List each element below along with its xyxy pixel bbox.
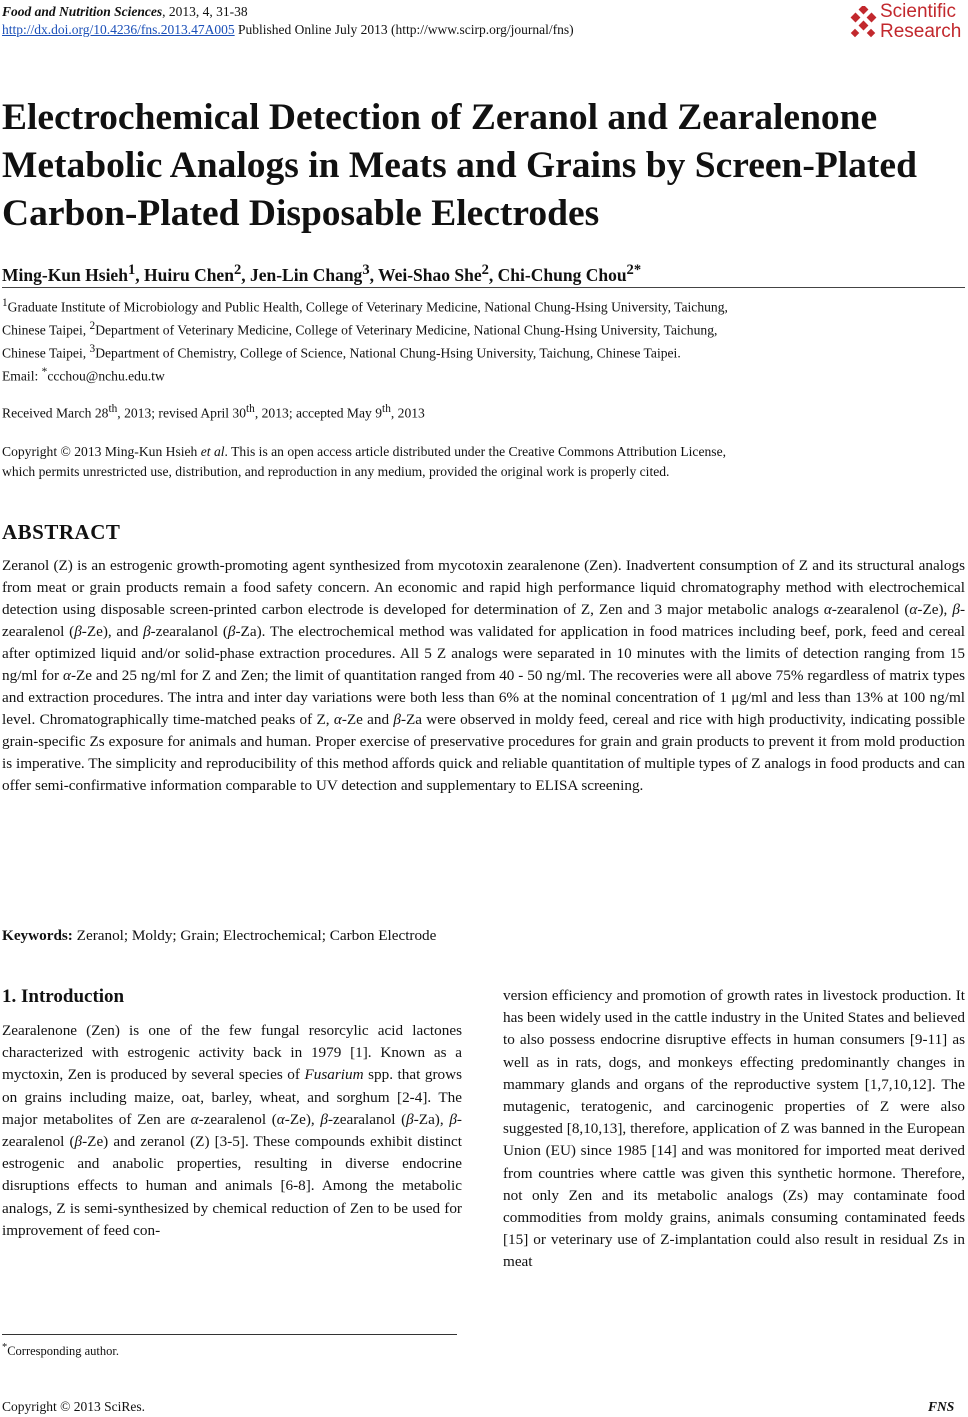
intro-text: -zearalanol ( — [327, 1110, 407, 1128]
license-line2: which permits unrestricted use, distribution, and reproduction in any medium, provided the original work is properly cited. — [2, 464, 670, 479]
affiliation-2-country: Chinese Taipei, — [2, 345, 90, 361]
greek-letter: α — [276, 1110, 285, 1128]
greek-letter: α — [190, 1110, 199, 1128]
title-line: Carbon-Plated Disposable Electrodes — [2, 193, 600, 234]
abstract-text: -Ze), and — [81, 623, 144, 640]
intro-text: -zearalenol ( — [198, 1110, 277, 1128]
greek-letter: β — [952, 601, 960, 618]
intro-text: -Ze), — [284, 1110, 321, 1128]
abstract-text: -Ze and — [341, 711, 394, 728]
author-divider — [2, 287, 965, 288]
affiliation-1-country: Chinese Taipei, — [2, 322, 90, 338]
intro-text: -Ze) and zeranol (Z) [3-5]. These compounds exhibit distinct estrogenic and anabolic properties, resulting in diverse endocrine disruptions effects to human and animals [6-8]. Among the metabolic analogs, Z is semi-synthesized by chemical reduction of Zen to be used for improvement of feed con- — [2, 1133, 462, 1239]
title-line: Metabolic Analogs in Meats and Grains by Screen-Plated — [2, 145, 917, 186]
license-statement — [2, 442, 965, 482]
author-affil-sup: 3 — [362, 262, 370, 278]
ordinal-sup: th — [246, 403, 255, 415]
ordinal-sup: th — [108, 403, 118, 415]
footnote-divider — [2, 1334, 457, 1335]
title-line: Electrochemical Detection of Zeranol and Zearalenone — [2, 97, 878, 138]
publisher-logo-icon — [848, 6, 878, 40]
doi-line — [2, 21, 574, 39]
abstract-text: -zearalenol ( — [831, 601, 910, 618]
genus-name: Fusarium — [304, 1066, 364, 1084]
journal-volume: , 2013, 4, 31-38 — [162, 4, 248, 19]
abstract-text: -Ze and 25 ng/ml for Z and Zen; the limit of quantitation ranged from 40 - 50 ng/ml. The recoveries were all above 75% regardless of matrix types and extraction procedures. The intra and inter day variations were both less than 6% at the nominal concentration of 1 μg/ml and less than 13% at 100 ng/ml level. Chromatographically time-matched peaks of Z, — [2, 667, 965, 728]
intro-column-right: version efficiency and promotion of growth rates in livestock production. It has been widely used in the cattle industry in the United States and believed to also possess endocrine disruptive effects in human consumers [9-11] as well as in rats, dogs, and monkeys effecting predominantly changes in mammary glands and organs of the reproductive system [1,7,10,12]. The mutagenic, teratogenic, and carcinogenic properties of Z were also suggested [8,10,13], therefore, application of Z was banned in the European Union (EU) since 1985 [14] and was monitored for imported meat derived from countries where cattle was given this synthetic hormone. Therefore, not only Zen and its metabolic analogs (Zs) may contaminate food commodities from moldy grains, animals consuming contaminated feeds [15] or veterinary use of Z-implantation could also result in residual Zs in meat — [503, 987, 965, 1271]
license-post: . This is an open access article distributed under the Creative Commons Attribution License, — [224, 444, 727, 459]
author-name: Chi-Chung Chou — [497, 264, 627, 285]
logo-text-line2: Research — [880, 21, 962, 42]
footnote — [2, 1340, 119, 1359]
affil-sup: 1 — [2, 297, 8, 309]
greek-letter: α — [909, 601, 918, 618]
footer-journal-abbr: FNS — [928, 1399, 955, 1414]
intro-text: Zearalenone (Zen) is one of the few fungal resorcylic acid lactones characterized with estrogenic activity back in 1979 [1]. Known as a myctoxin, Zen is produced by several species of — [2, 1022, 462, 1084]
author-affil-sup: 2 — [481, 262, 489, 278]
greek-letter: β — [393, 711, 401, 728]
logo-text — [880, 2, 961, 42]
author-name: Huiru Chen — [143, 264, 234, 285]
author-affil-sup: 2* — [626, 262, 642, 278]
intro-text: spp. that grows on grains including maize, oat, barley, wheat, and sorghum [2-4]. The major metabolites of Zen are — [2, 1066, 462, 1128]
greek-letter: α — [823, 601, 832, 618]
footnote-text: Corresponding author. — [7, 1344, 119, 1359]
keywords-label: Keywords: — [2, 927, 73, 944]
accepted-text: , 2013; accepted May 9 — [254, 405, 383, 421]
received-dates — [2, 400, 425, 423]
license-pre: Copyright © 2013 Ming-Kun Hsieh — [2, 444, 201, 459]
intro-text: -zearalenol ( — [2, 1110, 462, 1151]
publisher-logo — [848, 2, 968, 44]
corresponding-email[interactable]: ccchou@nchu.edu.tw — [47, 368, 165, 384]
keywords — [2, 926, 436, 946]
section-heading-introduction: 1. Introduction — [2, 986, 125, 1007]
received-text: Received March 28 — [2, 405, 109, 421]
intro-text: -Za), — [413, 1110, 450, 1128]
abstract-text: -zearalanol ( — [150, 623, 228, 640]
journal-citation — [2, 3, 248, 21]
author-affil-sup: 1 — [127, 262, 136, 278]
abstract-text: -Za). The electrochemical method was validated for application in food matrices including beef, pork, feed and cereal after optimized liquid and/or solid-phase extraction procedures. All 5 Z analogs were separated in 10 minutes with the limits of detection ranging from 15 ng/ml for — [2, 623, 965, 684]
accepted-year: , 2013 — [390, 405, 425, 421]
paper-title — [2, 94, 962, 238]
affiliation-2: Department of Veterinary Medicine, College of Veterinary Medicine, National Chung-Hsing University, Taichung, — [95, 322, 718, 338]
author-name: Jen-Lin Chang — [249, 264, 363, 285]
abstract-text: -Za were observed in moldy feed, cereal and rice with high productivity, indicating possible grain-specific Zs exposure for animals and human. Proper exercise of preservative procedures for grain and grain products to prevent it from mold production is imperative. The simplicity and reproducibility of this method affords quick and reliable quantitation of multiple types of Z analogs in food products and can offer semi-confirmative information comparable to UV detection and supplementary to ELISA screening. — [2, 711, 965, 794]
affiliation-3: Department of Chemistry, College of Science, National Chung-Hsing University, Taichung, Chinese Taipei. — [95, 345, 681, 361]
abstract-heading: ABSTRACT — [2, 520, 121, 544]
ordinal-sup: th — [382, 403, 391, 415]
intro-column-left — [2, 1020, 462, 1242]
affiliation-1: Graduate Institute of Microbiology and Public Health, College of Veterinary Medicine, National Chung-Hsing University, Taichung, — [7, 299, 728, 315]
footnote-sup: * — [2, 1342, 8, 1353]
email-sup: * — [41, 366, 48, 379]
author-name: Wei-Shao She — [378, 264, 482, 285]
abstract-text: Zeranol (Z) is an estrogenic growth-promoting agent synthesized from mycotoxin zearalenone (Zen). Inadvertent consumption of Z and its structural analogs from meat or grain products remain a food safety concern. An economic and rapid high performance liquid chromatography method with electrochemical detection using disposable screen-printed carbon electrode is developed for determination of Z, Zen and 3 major metabolic analogs — [2, 557, 965, 618]
doi-link[interactable]: http://dx.doi.org/10.4236/fns.2013.47A005 — [2, 22, 235, 37]
revised-text: , 2013; revised April 30 — [117, 405, 247, 421]
abstract-text: -Ze), — [917, 601, 953, 618]
greek-letter: β — [74, 623, 82, 640]
license-etal: et al — [200, 444, 225, 459]
footer-copyright: Copyright © 2013 SciRes. — [2, 1399, 146, 1414]
greek-letter: β — [449, 1110, 457, 1128]
greek-letter: α — [333, 711, 342, 728]
author-name: Ming-Kun Hsieh — [2, 264, 128, 285]
keywords-text: Zeranol; Moldy; Grain; Electrochemical; Carbon Electrode — [72, 927, 437, 944]
affiliations — [2, 294, 965, 386]
greek-letter: α — [62, 667, 71, 684]
affil-sup: 3 — [89, 343, 96, 356]
logo-text-line1: Scientific — [880, 1, 957, 22]
published-online: Published Online July 2013 (http://www.scirp.org/journal/fns) — [234, 22, 574, 37]
affil-sup: 2 — [89, 320, 96, 333]
greek-letter: β — [406, 1110, 414, 1128]
abstract-text: -zearalenol ( — [2, 601, 965, 640]
author-affil-sup: 2 — [233, 262, 242, 278]
greek-letter: β — [227, 623, 236, 640]
greek-letter: β — [74, 1133, 83, 1151]
email-label: Email: — [2, 368, 42, 384]
greek-letter: β — [143, 623, 151, 640]
greek-letter: β — [320, 1110, 328, 1128]
author-list: Ming-Kun Hsieh$^1$, Huiru Chen$^2$, Jen-Lin Chang$^3$, Wei-Shao She$^2$, Chi-Chung Chou$^{2*}$ — [2, 262, 642, 285]
abstract-body — [2, 555, 965, 797]
journal-name: Food and Nutrition Sciences — [2, 4, 163, 19]
